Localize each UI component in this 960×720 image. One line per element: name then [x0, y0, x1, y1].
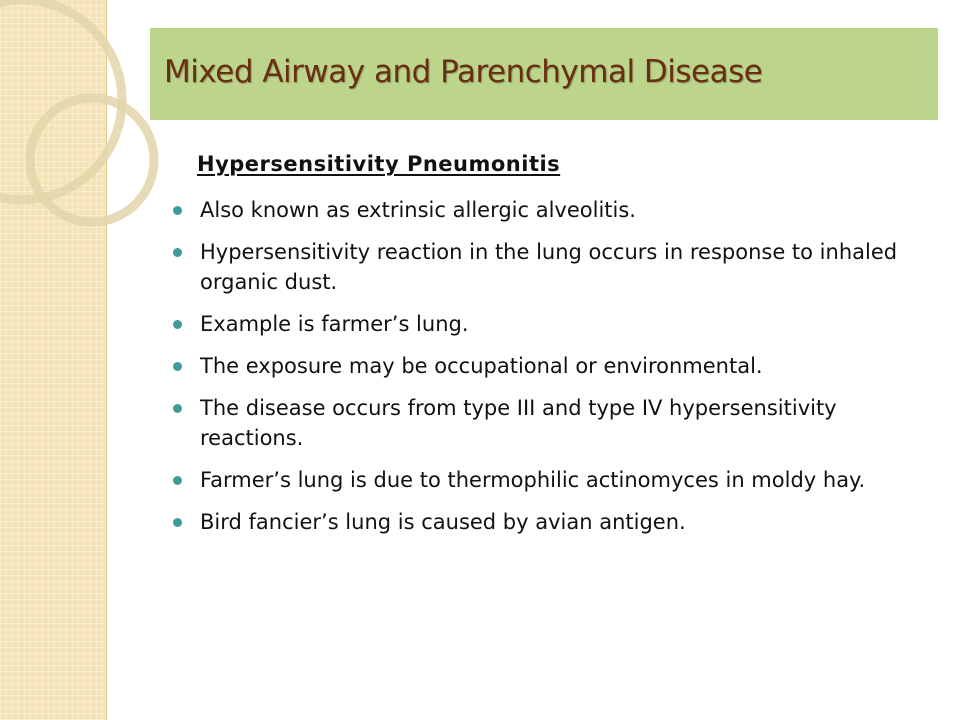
section-subtitle: Hypersensitivity Pneumonitis [197, 152, 561, 176]
bullet-item [160, 507, 930, 537]
bullet-dot-icon [173, 320, 182, 329]
bullet-item [160, 237, 930, 297]
bullet-list [160, 195, 930, 549]
bullet-item [160, 393, 930, 453]
bullet-item [160, 465, 930, 495]
bullet-text: Farmer’s lung is due to thermophilic actinomyces in moldy hay. [200, 468, 866, 492]
bullet-dot-icon [173, 518, 182, 527]
bullet-text: The disease occurs from type III and type IV hypersensitivity reactions. [200, 396, 837, 450]
bullet-item [160, 351, 930, 381]
bullet-dot-icon [173, 248, 182, 257]
bullet-text: Also known as extrinsic allergic alveolitis. [200, 198, 636, 222]
bullet-item [160, 309, 930, 339]
bullet-text: The exposure may be occupational or environmental. [200, 354, 763, 378]
bullet-text: Example is farmer’s lung. [200, 312, 469, 336]
bullet-text: Bird fancier’s lung is caused by avian antigen. [200, 510, 686, 534]
slide-title: Mixed Airway and Parenchymal Disease [164, 54, 763, 90]
bullet-dot-icon [173, 362, 182, 371]
bullet-item [160, 195, 930, 225]
bullet-text: Hypersensitivity reaction in the lung occurs in response to inhaled organic dust. [200, 240, 898, 294]
bullet-dot-icon [173, 476, 182, 485]
bullet-dot-icon [173, 404, 182, 413]
title-bar [150, 28, 938, 120]
decorative-side-strip [0, 0, 107, 720]
bullet-dot-icon [173, 206, 182, 215]
